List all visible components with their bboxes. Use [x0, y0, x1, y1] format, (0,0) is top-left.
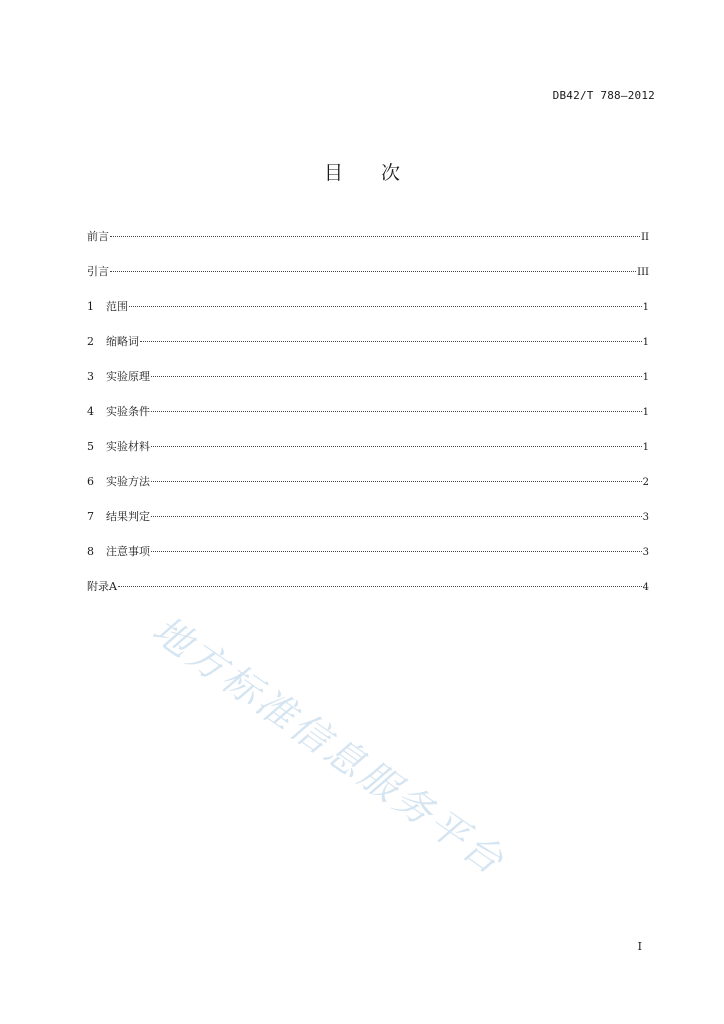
toc-dot-leader [140, 340, 642, 342]
toc-entry-appendix-a[interactable] [87, 578, 649, 613]
toc-entry-abbreviations[interactable] [87, 333, 649, 368]
toc-dot-leader [151, 480, 642, 482]
toc-entry-label: 实验原理 [106, 370, 150, 383]
page-number: I [637, 940, 642, 953]
toc-entry-page: 1 [642, 302, 649, 313]
toc-entry-page: 1 [642, 442, 649, 453]
toc-entry-number: 5 [87, 440, 94, 453]
toc-entry-page: 3 [642, 547, 649, 558]
toc-entry-scope[interactable] [87, 298, 649, 333]
document-code: DB42/T 788—2012 [552, 89, 655, 102]
toc-entry-label: 缩略词 [106, 335, 139, 348]
toc-entry-number: 3 [87, 370, 94, 383]
toc-entry-materials[interactable] [87, 438, 649, 473]
toc-entry-label: 前言 [87, 230, 109, 243]
toc-entry-page: 1 [642, 337, 649, 348]
toc-dot-leader [129, 305, 642, 307]
toc-entry-number: 4 [87, 405, 94, 418]
toc-entry-number: 8 [87, 545, 94, 558]
toc-entry-label: 附录A [87, 580, 117, 593]
toc-entry-page: 1 [642, 407, 649, 418]
toc-entry-introduction[interactable] [87, 263, 649, 298]
toc-entry-number: 1 [87, 300, 94, 313]
toc-entry-number: 6 [87, 475, 94, 488]
toc-dot-leader [151, 550, 642, 552]
toc-dot-leader [118, 585, 642, 587]
toc-dot-leader [151, 375, 642, 377]
toc-entry-results[interactable] [87, 508, 649, 543]
toc-entry-number: 2 [87, 335, 94, 348]
toc-entry-page: II [641, 232, 649, 243]
toc-entry-page: 1 [642, 372, 649, 383]
toc-dot-leader [151, 410, 642, 412]
toc-entry-label: 范围 [106, 300, 128, 313]
toc-entry-methods[interactable] [87, 473, 649, 508]
toc-entry-label: 实验材料 [106, 440, 150, 453]
toc-entry-page: 4 [642, 582, 649, 593]
toc-entry-label: 结果判定 [106, 510, 150, 523]
toc-entry-label: 引言 [87, 265, 109, 278]
toc-entry-page: 2 [642, 477, 649, 488]
table-of-contents [87, 228, 649, 613]
toc-entry-label: 实验方法 [106, 475, 150, 488]
toc-entry-precautions[interactable] [87, 543, 649, 578]
toc-dot-leader [110, 235, 640, 237]
toc-entry-foreword[interactable] [87, 228, 649, 263]
toc-dot-leader [151, 515, 642, 517]
toc-dot-leader [151, 445, 642, 447]
toc-entry-principle[interactable] [87, 368, 649, 403]
page-title: 目次 [323, 162, 438, 184]
toc-entry-page: 3 [642, 512, 649, 523]
toc-entry-number: 7 [87, 510, 94, 523]
toc-entry-page: III [637, 267, 649, 278]
toc-entry-conditions[interactable] [87, 403, 649, 438]
toc-dot-leader [110, 270, 636, 272]
toc-entry-label: 注意事项 [106, 545, 150, 558]
watermark: 地方标准信息服务平台 [144, 607, 514, 885]
toc-entry-label: 实验条件 [106, 405, 150, 418]
